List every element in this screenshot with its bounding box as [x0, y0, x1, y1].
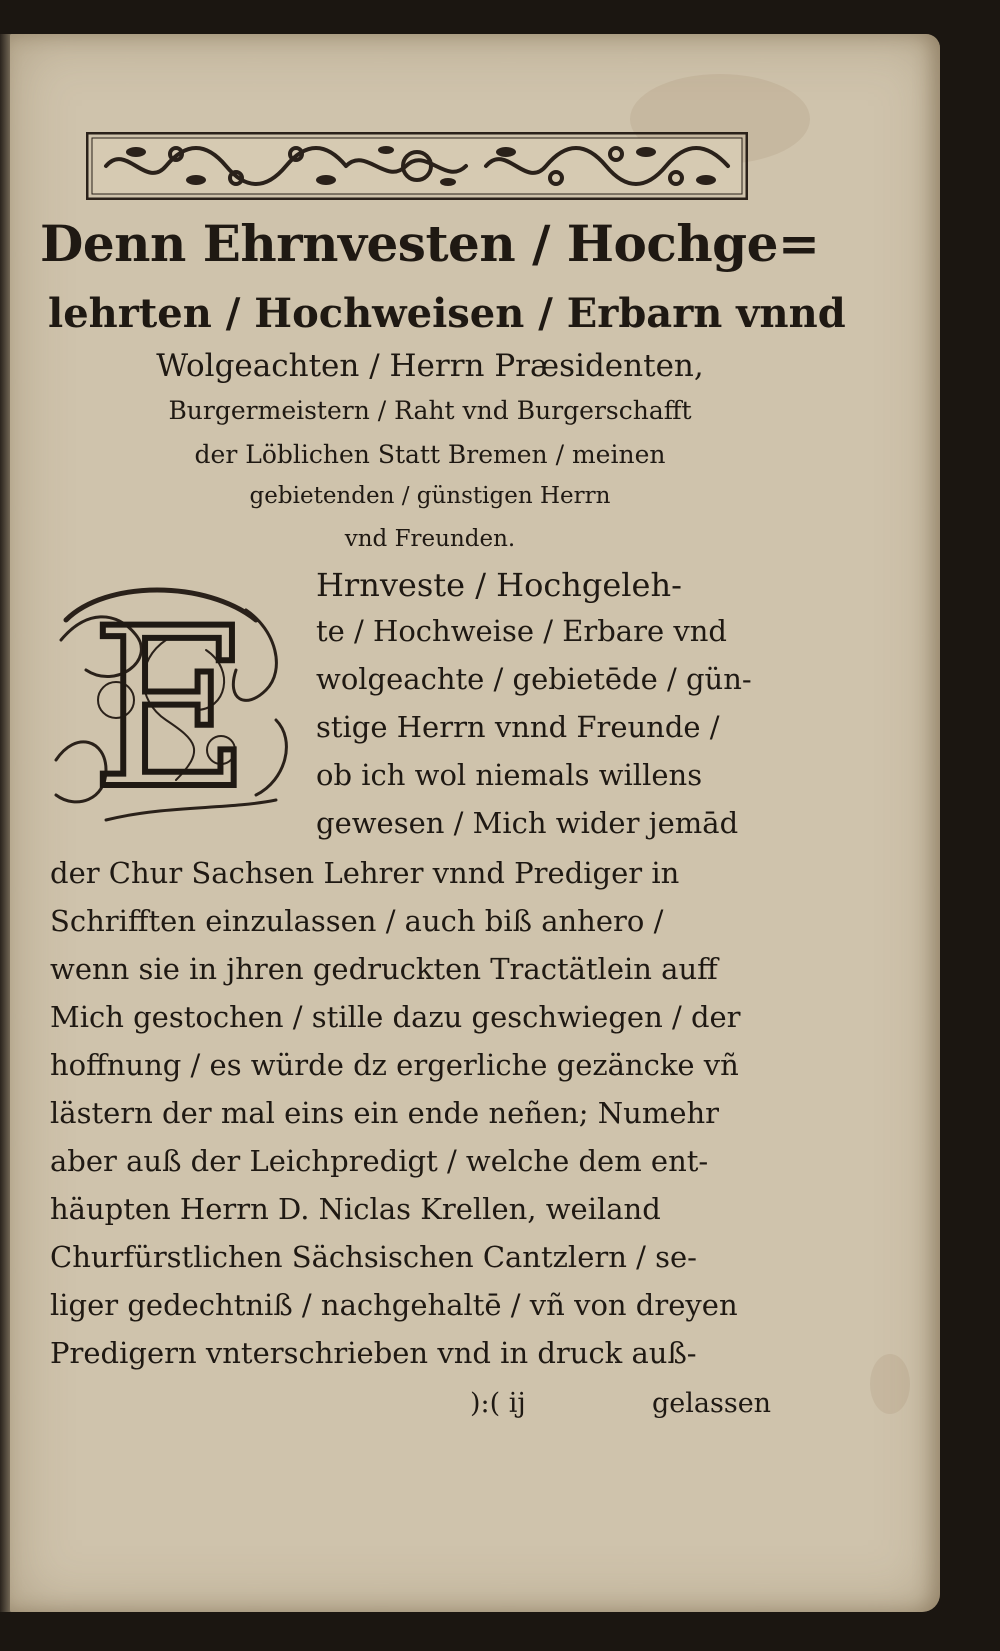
- text-line: stige Herrn vnnd Freunde /: [316, 710, 720, 744]
- text-line: te / Hochweise / Erbare vnd: [316, 614, 727, 648]
- text-line: aber auß der Leichpredigt / welche dem ent-: [50, 1144, 709, 1178]
- text-line: lästern der mal eins ein ende neñen; Numehr: [50, 1096, 720, 1130]
- dedication-title-line-4: Burgermeistern / Raht vnd Burgerschafft: [168, 396, 692, 425]
- dedication-title-line-3: Wolgeachten / Herrn Præsidenten,: [156, 348, 704, 384]
- text-line: wenn sie in jhren gedruckten Tractätlein auff: [50, 952, 718, 986]
- text-line: wolgeachte / gebietēde / gün-: [316, 662, 752, 696]
- paper-stain: [870, 1354, 910, 1414]
- text-line: der Chur Sachsen Lehrer vnnd Prediger in: [50, 856, 680, 890]
- text-line: ob ich wol niemals willens: [316, 758, 703, 792]
- text-line: Predigern vnterschrieben vnd in druck auß-: [50, 1336, 697, 1370]
- headpiece-ornament: [86, 132, 748, 200]
- text-line: liger gedechtniß / nachgehaltē / vñ von dreyen: [50, 1288, 738, 1322]
- text-line: Churfürstlichen Sächsischen Cantzlern / se-: [50, 1240, 697, 1274]
- text-line: hoffnung / es würde dz ergerliche gezäncke vñ: [50, 1048, 739, 1082]
- dedication-title-line-2: lehrten / Hochweisen / Erbarn vnnd: [48, 290, 846, 337]
- text-line: Schrifften einzulassen / auch biß anhero /: [50, 904, 664, 938]
- decorated-initial-letter: [46, 580, 296, 845]
- text-line: Hrnveste / Hochgeleh-: [316, 566, 682, 604]
- dedication-title-line-7: vnd Freunden.: [344, 526, 516, 552]
- dedication-title-line-1: Denn Ehrnvesten / Hochge=: [40, 214, 820, 273]
- dedication-title-line-5: der Löblichen Statt Bremen / meinen: [194, 440, 666, 469]
- catchword: gelassen: [652, 1388, 772, 1419]
- signature-mark: ):( ij: [470, 1388, 526, 1419]
- dedication-title-line-6: gebietenden / günstigen Herrn: [249, 483, 611, 509]
- text-line: häupten Herrn D. Niclas Krellen, weiland: [50, 1192, 661, 1226]
- text-line: gewesen / Mich wider jemād: [316, 806, 739, 840]
- initial-letter-glyph: E: [90, 581, 252, 837]
- text-line: Mich gestochen / stille dazu geschwiegen / der: [50, 1000, 741, 1034]
